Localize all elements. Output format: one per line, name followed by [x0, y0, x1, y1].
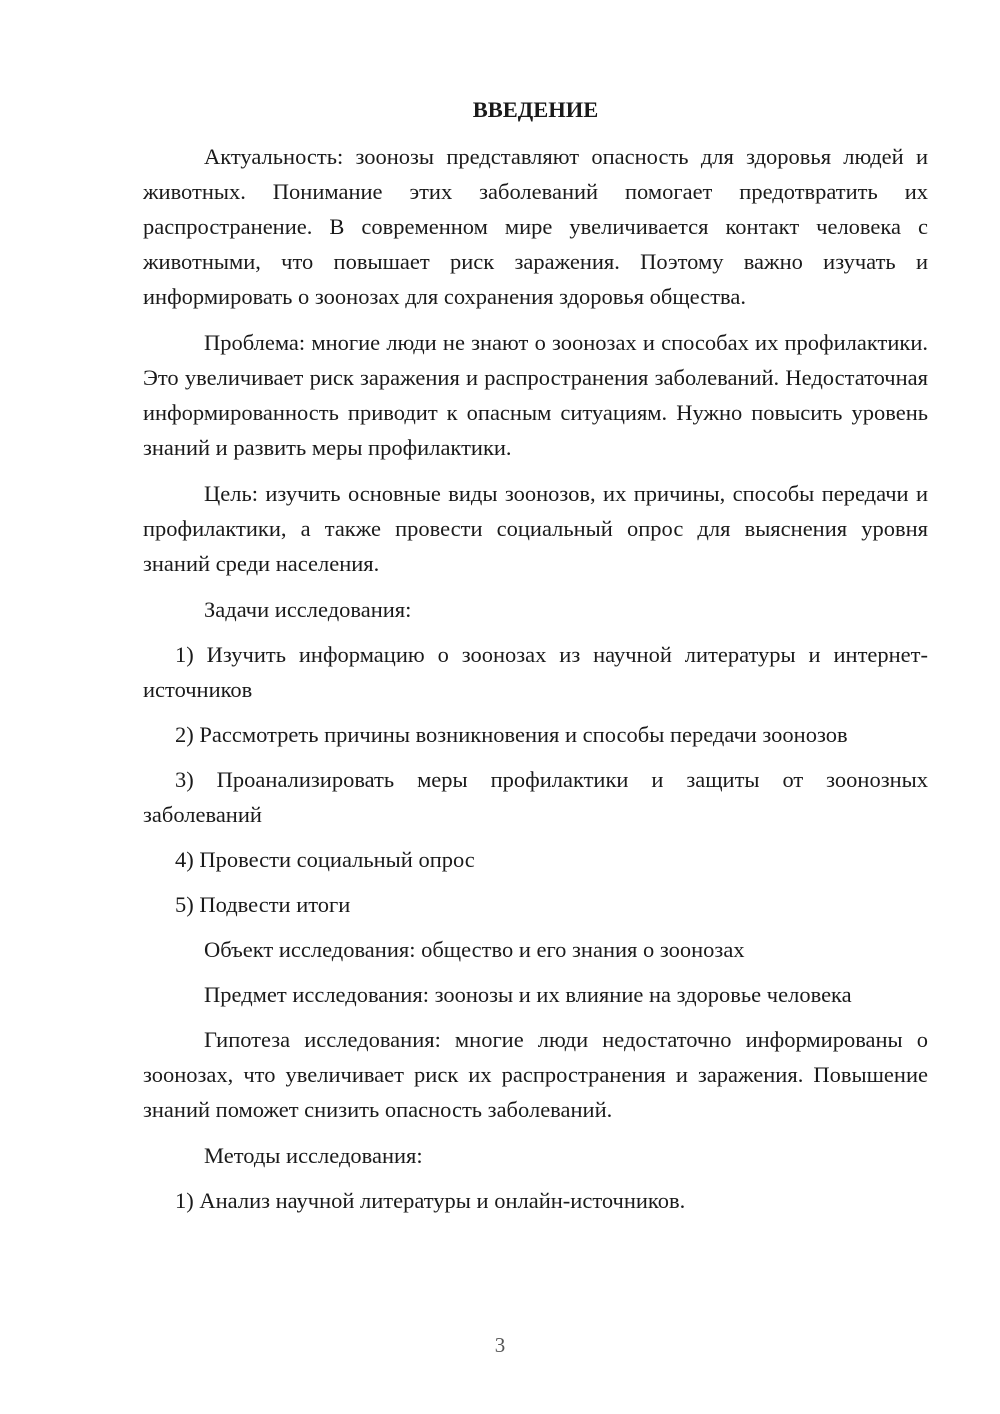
methods-heading: Методы исследования: [204, 1143, 423, 1168]
method-item: 1) Анализ научной литературы и онлайн-источников. [175, 1188, 686, 1213]
section-title: ВВЕДЕНИЕ [472, 97, 599, 122]
goal-paragraph: Цель: изучить основные виды зоонозов, их причины, способы передачи и профилактики, а также провести социальный опрос для выяснения уровня знаний среди населения. [143, 481, 928, 576]
research-object: Объект исследования: общество и его знания о зоонозах [204, 937, 745, 962]
task-item: 3) Проанализировать меры профилактики и защиты от зоонозных заболеваний [143, 767, 928, 827]
relevance-paragraph: Актуальность: зоонозы представляют опасность для здоровья людей и животных. Понимание этих заболеваний помогает предотвратить их распространение. В современном мире увеличивается контакт человека с животными, что повышает риск заражения. Поэтому важно изучать и информировать о зоонозах для сохранения здоровья общества. [143, 144, 928, 309]
page-number: 3 [494, 1333, 506, 1357]
tasks-heading: Задачи исследования: [204, 597, 412, 622]
document-page [143, 92, 928, 1228]
research-subject: Предмет исследования: зоонозы и их влияние на здоровье человека [204, 982, 852, 1007]
task-item: 1) Изучить информацию о зоонозах из научной литературы и интернет-источников [143, 642, 928, 702]
problem-paragraph: Проблема: многие люди не знают о зоонозах и способах их профилактики. Это увеличивает риск заражения и распространения заболеваний. Недостаточная информированность приводит к опасным ситуациям. Нужно повысить уровень знаний и развить меры профилактики. [143, 330, 928, 460]
hypothesis-paragraph: Гипотеза исследования: многие люди недостаточно информированы о зоонозах, что увеличивает риск их распространения и заражения. Повышение знаний поможет снизить опасность заболеваний. [143, 1027, 928, 1122]
task-item: 4) Провести социальный опрос [175, 847, 475, 872]
task-item: 5) Подвести итоги [175, 892, 351, 917]
task-item: 2) Рассмотреть причины возникновения и способы передачи зоонозов [175, 722, 848, 747]
